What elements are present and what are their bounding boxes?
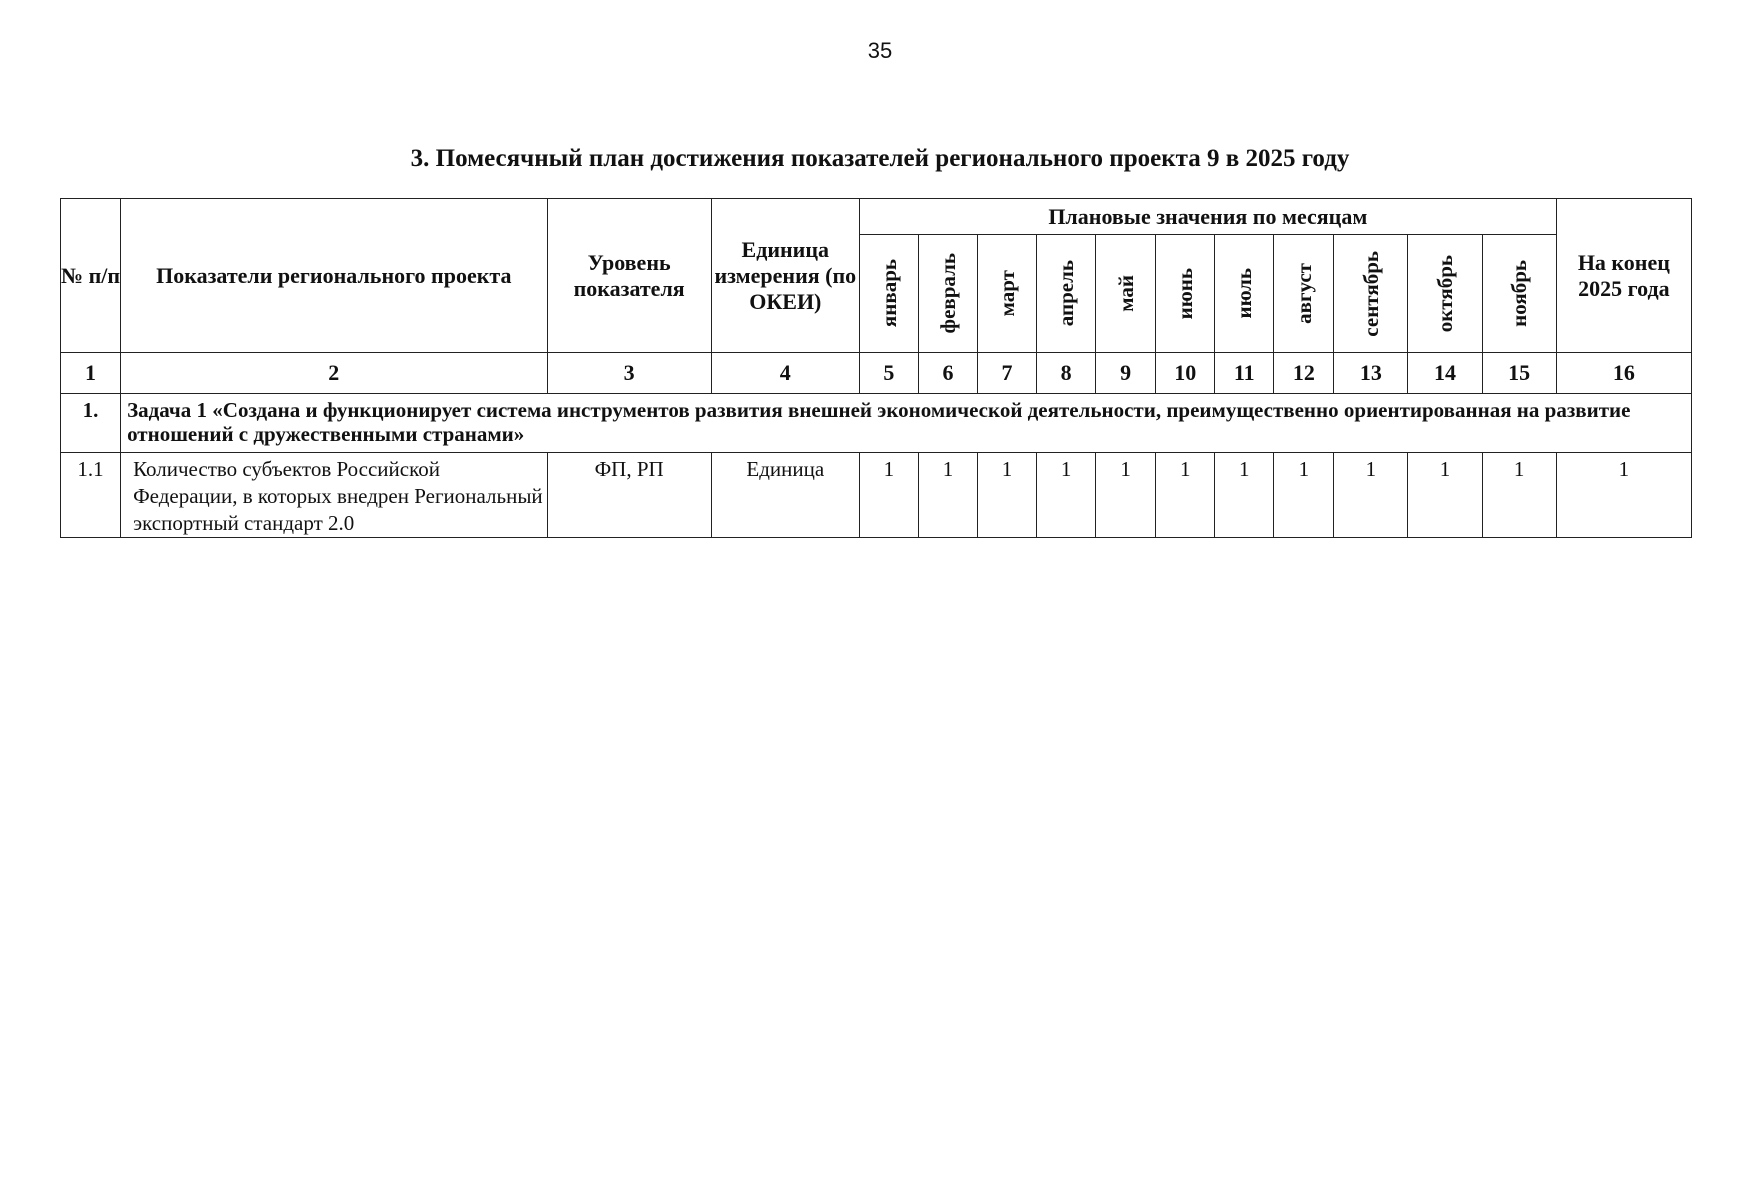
row-month-value: 1 bbox=[1096, 453, 1156, 538]
row-month-value: 1 bbox=[1334, 453, 1408, 538]
row-month-value: 1 bbox=[859, 453, 918, 538]
row-month-value: 1 bbox=[918, 453, 977, 538]
header-month: октябрь bbox=[1408, 235, 1482, 353]
header-month: сентябрь bbox=[1334, 235, 1408, 353]
column-number: 10 bbox=[1156, 353, 1215, 394]
header-month: май bbox=[1096, 235, 1156, 353]
column-number: 4 bbox=[711, 353, 859, 394]
column-number: 15 bbox=[1482, 353, 1556, 394]
column-number: 1 bbox=[61, 353, 121, 394]
row-end-of-year: 1 bbox=[1556, 453, 1691, 538]
header-month: апрель bbox=[1037, 235, 1096, 353]
row-indicator: Количество субъектов Российской Федерации, в которых внедрен Региональный экспортный стандарт 2.0 bbox=[121, 453, 547, 538]
row-month-value: 1 bbox=[978, 453, 1037, 538]
table-row bbox=[61, 453, 1692, 538]
row-month-value: 1 bbox=[1037, 453, 1096, 538]
header-month: июнь bbox=[1156, 235, 1215, 353]
page-title: 3. Помесячный план достижения показателей регионального проекта 9 в 2025 году bbox=[410, 145, 1350, 172]
header-month: март bbox=[978, 235, 1037, 353]
page-number: 35 bbox=[867, 38, 893, 63]
header-end-of-year: На конец 2025 года bbox=[1556, 199, 1691, 353]
column-number: 2 bbox=[121, 353, 547, 394]
row-month-value: 1 bbox=[1156, 453, 1215, 538]
row-number: 1.1 bbox=[61, 453, 121, 538]
header-monthly-group: Плановые значения по месяцам bbox=[859, 199, 1556, 235]
header-month: июль bbox=[1215, 235, 1274, 353]
column-number: 16 bbox=[1556, 353, 1691, 394]
header-month: август bbox=[1274, 235, 1334, 353]
column-number: 7 bbox=[978, 353, 1037, 394]
header-indicator: Показатели регионального проекта bbox=[121, 199, 547, 353]
task-number: 1. bbox=[61, 394, 121, 453]
monthly-plan-table bbox=[60, 198, 1692, 538]
column-number: 14 bbox=[1408, 353, 1482, 394]
row-month-value: 1 bbox=[1215, 453, 1274, 538]
header-month: ноябрь bbox=[1482, 235, 1556, 353]
row-month-value: 1 bbox=[1274, 453, 1334, 538]
column-number-row bbox=[61, 353, 1692, 394]
column-number: 3 bbox=[547, 353, 711, 394]
header-level: Уровень показателя bbox=[547, 199, 711, 353]
column-number: 9 bbox=[1096, 353, 1156, 394]
column-number: 13 bbox=[1334, 353, 1408, 394]
header-unit: Единица измерения (по ОКЕИ) bbox=[711, 199, 859, 353]
column-number: 6 bbox=[918, 353, 977, 394]
header-month: февраль bbox=[918, 235, 977, 353]
row-month-value: 1 bbox=[1408, 453, 1482, 538]
column-number: 8 bbox=[1037, 353, 1096, 394]
row-unit: Единица bbox=[711, 453, 859, 538]
header-num: № п/п bbox=[61, 199, 121, 353]
task-description: Задача 1 «Создана и функционирует система инструментов развития внешней экономической деятельности, преимущественно ориентированная на развитие отношений с дружественными странами» bbox=[121, 394, 1692, 453]
row-month-value: 1 bbox=[1482, 453, 1556, 538]
row-level: ФП, РП bbox=[547, 453, 711, 538]
header-month: январь bbox=[859, 235, 918, 353]
column-number: 12 bbox=[1274, 353, 1334, 394]
column-number: 5 bbox=[859, 353, 918, 394]
task-row bbox=[61, 394, 1692, 453]
column-number: 11 bbox=[1215, 353, 1274, 394]
